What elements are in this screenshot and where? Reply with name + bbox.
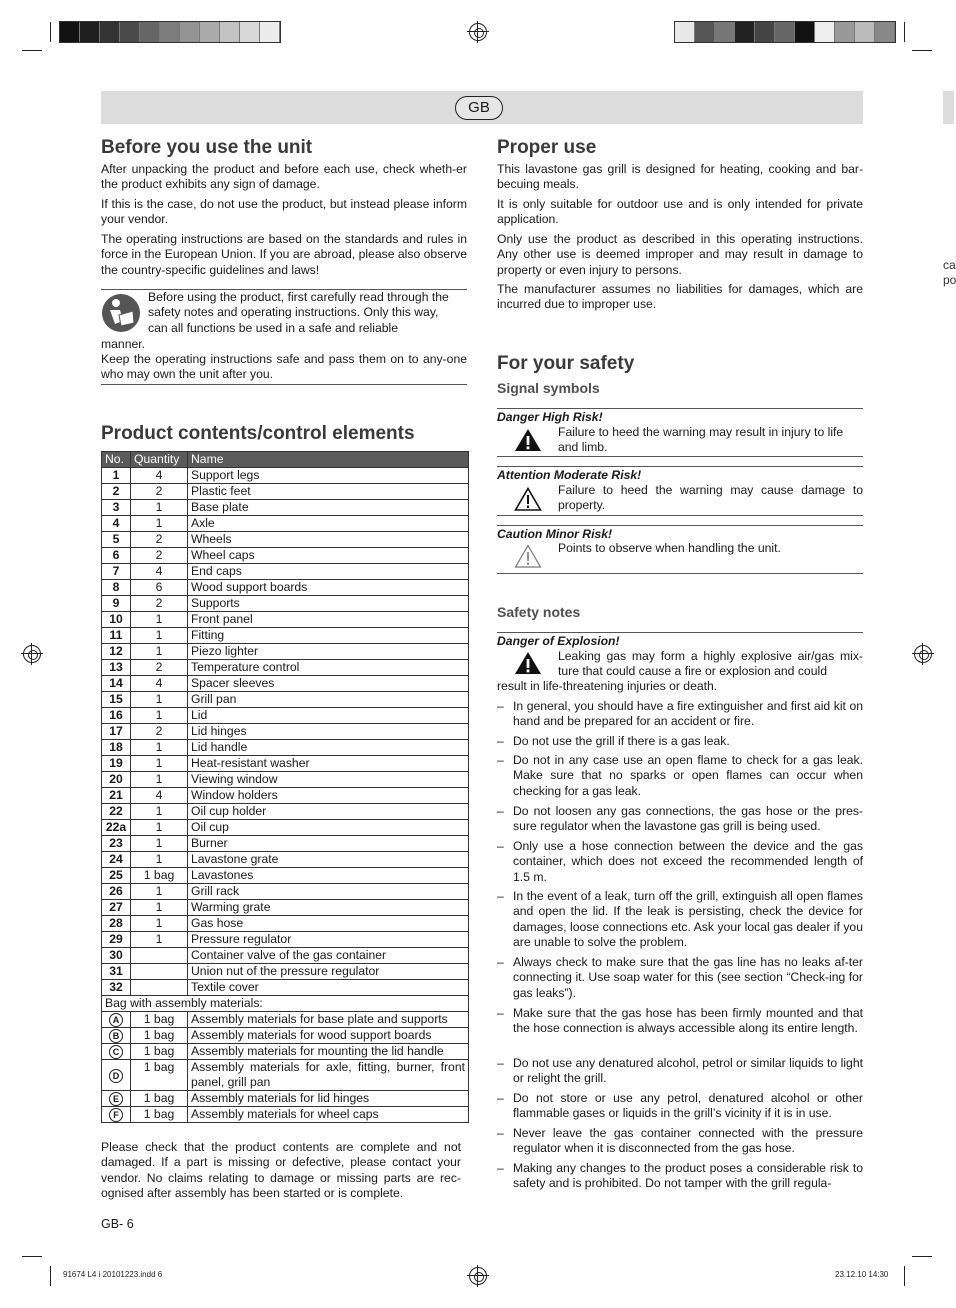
- row-quantity: 1 bag: [131, 1044, 188, 1060]
- list-item: [497, 804, 863, 835]
- row-quantity: 2: [131, 596, 188, 612]
- row-name: Oil cup: [188, 820, 469, 836]
- table-row: [102, 788, 469, 804]
- dash-marker: –: [497, 1006, 504, 1020]
- list-item-text: Only use a hose connection between the device and the gas container, which does not exceed the recommended length of 1.5 m.: [513, 839, 863, 884]
- table-row: [102, 996, 469, 1012]
- row-number: 14: [102, 676, 131, 692]
- row-name: Heat-resistant washer: [188, 756, 469, 772]
- circled-letter: A: [109, 1013, 123, 1027]
- row-quantity: [131, 980, 188, 996]
- row-name: Spacer sleeves: [188, 676, 469, 692]
- row-name: Plastic feet: [188, 484, 469, 500]
- read-manual-icon: [101, 293, 141, 333]
- list-item-text: Make sure that the gas hose has been firmly mounted and that the hose connection is always accessible along its entire length.: [513, 1006, 863, 1036]
- row-name: Pressure regulator: [188, 932, 469, 948]
- dash-marker: –: [497, 734, 504, 748]
- color-bar-right: [674, 21, 896, 43]
- page-number: GB- 6: [101, 1217, 134, 1231]
- list-item-text: Always check to make sure that the gas line has no leaks af-ter connecting it. Use soap water for this (see section “Check-ing for gas leaks”).: [513, 955, 863, 1000]
- bag-letter: [102, 1091, 131, 1107]
- row-quantity: 1 bag: [131, 1060, 188, 1091]
- row-number: 24: [102, 852, 131, 868]
- footer-file-info: 91674 L4 i 20101223.indd 6: [63, 1270, 163, 1279]
- danger-warning-icon: [514, 428, 542, 457]
- table-row: [102, 1107, 469, 1123]
- row-number: 1: [102, 468, 131, 484]
- footer-date-info: 23.12.10 14:30: [835, 1270, 889, 1279]
- column-header-name: Name: [188, 452, 469, 468]
- row-name: Support legs: [188, 468, 469, 484]
- row-name: Wheels: [188, 532, 469, 548]
- list-item-text: Never leave the gas container connected with the pressure regulator when it is disconnected from the gas hose.: [513, 1126, 863, 1156]
- caution-warning-icon: [514, 544, 542, 573]
- row-number: 20: [102, 772, 131, 788]
- table-row: [102, 1012, 469, 1028]
- row-quantity: 1 bag: [131, 868, 188, 884]
- table-row: [102, 708, 469, 724]
- row-quantity: [131, 964, 188, 980]
- list-item: [497, 1006, 863, 1037]
- row-quantity: 2: [131, 724, 188, 740]
- crop-mark: [50, 22, 51, 42]
- row-quantity: 4: [131, 788, 188, 804]
- row-number: 11: [102, 628, 131, 644]
- table-row: [102, 612, 469, 628]
- row-quantity: 1 bag: [131, 1107, 188, 1123]
- row-quantity: 1: [131, 692, 188, 708]
- dash-marker: –: [497, 1056, 504, 1070]
- row-quantity: 1: [131, 772, 188, 788]
- circled-letter: F: [109, 1108, 123, 1122]
- table-row: [102, 500, 469, 516]
- crop-mark: [22, 50, 42, 51]
- row-number: 25: [102, 868, 131, 884]
- row-number: 32: [102, 980, 131, 996]
- row-name: Warming grate: [188, 900, 469, 916]
- row-name: Viewing window: [188, 772, 469, 788]
- list-item: [497, 955, 863, 1001]
- table-row: [102, 532, 469, 548]
- table-row: [102, 692, 469, 708]
- bag-letter: [102, 1107, 131, 1123]
- table-row: [102, 964, 469, 980]
- row-number: 30: [102, 948, 131, 964]
- table-row: [102, 1044, 469, 1060]
- explosion-title: Danger of Explosion!: [497, 634, 620, 648]
- table-row: [102, 772, 469, 788]
- row-number: 19: [102, 756, 131, 772]
- row-quantity: 1 bag: [131, 1028, 188, 1044]
- list-item-text: Do not loosen any gas connections, the gas hose or the pres-sure regulator when the lavastone gas grill is being used.: [513, 804, 863, 834]
- row-name: Assembly materials for mounting the lid handle: [188, 1044, 469, 1060]
- row-name: Union nut of the pressure regulator: [188, 964, 469, 980]
- row-name: Base plate: [188, 500, 469, 516]
- row-quantity: 1: [131, 500, 188, 516]
- table-row: [102, 484, 469, 500]
- row-name: Lavastone grate: [188, 852, 469, 868]
- list-item-text: Do not use the grill if there is a gas leak.: [513, 734, 730, 748]
- row-name: Grill rack: [188, 884, 469, 900]
- row-name: End caps: [188, 564, 469, 580]
- note-text-tail: manner.: [101, 337, 146, 351]
- dash-marker: –: [497, 1091, 504, 1105]
- row-number: 5: [102, 532, 131, 548]
- row-quantity: 1: [131, 628, 188, 644]
- row-name: Assembly materials for wood support boards: [188, 1028, 469, 1044]
- row-quantity: 2: [131, 532, 188, 548]
- row-number: 31: [102, 964, 131, 980]
- list-item: [497, 1091, 863, 1122]
- table-row: [102, 932, 469, 948]
- dash-marker: –: [497, 889, 504, 903]
- before-use-paragraph: The operating instructions are based on the standards and rules in force in the European Union. If you are abroad, please also observe the country-specific guidelines and laws!: [101, 232, 467, 277]
- row-name: Assembly materials for axle, fitting, burner, front panel, grill pan: [188, 1060, 469, 1091]
- contents-check-paragraph: Please check that the product contents are complete and not damaged. If a part is missing or defective, please contact your vendor. No claims relating to damage or missing parts are rec-ognised after assembly has been started or is complete.: [101, 1140, 461, 1201]
- list-item: [497, 1161, 863, 1192]
- explosion-warning-icon: [514, 651, 542, 680]
- row-name: Window holders: [188, 788, 469, 804]
- dash-marker: –: [497, 1161, 504, 1175]
- circled-letter: B: [109, 1029, 123, 1043]
- row-name: Axle: [188, 516, 469, 532]
- proper-use-paragraph: The manufacturer assumes no liabilities for damages, which are incurred due to improper use.: [497, 282, 863, 312]
- contents-title: Product contents/control elements: [101, 423, 415, 444]
- danger-text: Failure to heed the warning may result in injury to life and limb.: [558, 425, 844, 455]
- proper-use-paragraph: This lavastone gas grill is designed for heating, cooking and bar-becuing meals.: [497, 162, 863, 192]
- note-paragraph: Keep the operating instructions safe and pass them on to any-one who may own the unit after you.: [101, 352, 467, 382]
- dash-marker: –: [497, 804, 504, 818]
- crop-mark: [50, 1266, 51, 1286]
- list-item: [497, 889, 863, 951]
- table-row: [102, 628, 469, 644]
- table-row: [102, 884, 469, 900]
- row-number: 13: [102, 660, 131, 676]
- row-quantity: 1: [131, 916, 188, 932]
- table-row: [102, 804, 469, 820]
- header-band-edge: [943, 91, 954, 124]
- row-number: 6: [102, 548, 131, 564]
- crop-mark: [22, 1256, 42, 1257]
- dash-marker: –: [497, 955, 504, 969]
- list-item-text: Do not store or use any petrol, denatured alcohol or other flammable gases or liquids in the grill’s vicinity if it is in use.: [513, 1091, 863, 1121]
- row-number: 2: [102, 484, 131, 500]
- row-quantity: 1: [131, 820, 188, 836]
- row-name: Temperature control: [188, 660, 469, 676]
- dash-marker: –: [497, 839, 504, 853]
- table-row: [102, 596, 469, 612]
- row-name: Piezo lighter: [188, 644, 469, 660]
- divider: [497, 632, 863, 633]
- list-item-text: Making any changes to the product poses a considerable risk to safety and is prohibited. Do not tamper with the grill regula-: [513, 1161, 863, 1191]
- bag-letter: [102, 1028, 131, 1044]
- row-name: Textile cover: [188, 980, 469, 996]
- before-use-paragraph: If this is the case, do not use the product, but instead please inform your vendor.: [101, 197, 467, 227]
- row-quantity: 4: [131, 468, 188, 484]
- row-quantity: 2: [131, 548, 188, 564]
- caution-title: Caution Minor Risk!: [497, 527, 613, 541]
- before-use-title: Before you use the unit: [101, 137, 313, 158]
- row-quantity: [131, 948, 188, 964]
- divider: [497, 515, 863, 516]
- row-name: Wood support boards: [188, 580, 469, 596]
- table-row: [102, 820, 469, 836]
- dash-marker: –: [497, 699, 504, 713]
- contents-table: [101, 451, 469, 1123]
- column-header-quantity: Quantity: [131, 452, 188, 468]
- table-row: [102, 1060, 469, 1091]
- row-quantity: 1: [131, 804, 188, 820]
- color-bar-left: [59, 21, 281, 43]
- row-name: Fitting: [188, 628, 469, 644]
- dash-marker: –: [497, 1126, 504, 1140]
- row-number: 28: [102, 916, 131, 932]
- column-header-no: No.: [102, 452, 131, 468]
- bag-label: Bag with assembly materials:: [102, 996, 469, 1012]
- bag-letter: [102, 1060, 131, 1091]
- divider: [497, 466, 863, 467]
- proper-use-paragraph: It is only suitable for outdoor use and is only intended for private application.: [497, 197, 863, 227]
- table-row: [102, 548, 469, 564]
- table-row: [102, 756, 469, 772]
- row-quantity: 1: [131, 644, 188, 660]
- row-quantity: 4: [131, 676, 188, 692]
- list-item-text: In general, you should have a fire extinguisher and first aid kit on hand and be prepared for an accident or fire.: [513, 699, 863, 729]
- table-row: [102, 1091, 469, 1107]
- table-row: [102, 468, 469, 484]
- divider: [497, 525, 863, 526]
- row-number: 29: [102, 932, 131, 948]
- table-row: [102, 868, 469, 884]
- table-row: [102, 900, 469, 916]
- row-name: Grill pan: [188, 692, 469, 708]
- row-name: Oil cup holder: [188, 804, 469, 820]
- row-name: Gas hose: [188, 916, 469, 932]
- divider: [497, 456, 863, 457]
- before-use-paragraph: After unpacking the product and before each use, check wheth-er the product exhibits any sign of damage.: [101, 162, 467, 192]
- next-page-fragment: ca: [943, 258, 956, 272]
- row-quantity: 1: [131, 612, 188, 628]
- caution-text: Points to observe when handling the unit.: [558, 541, 781, 555]
- circled-letter: E: [109, 1092, 123, 1106]
- row-quantity: 1: [131, 900, 188, 916]
- row-quantity: 1: [131, 884, 188, 900]
- table-row: [102, 980, 469, 996]
- danger-title: Danger High Risk!: [497, 410, 603, 424]
- row-quantity: 1 bag: [131, 1012, 188, 1028]
- divider: [497, 408, 863, 409]
- table-row: [102, 836, 469, 852]
- attention-warning-icon: [514, 487, 542, 516]
- row-quantity: 1: [131, 740, 188, 756]
- list-item-text: In the event of a leak, turn off the grill, extinguish all open flames and open the lid. If the leak is persisting, check the device for damages, loose connections etc. Ask your local gas dealer if you are unable to solve the problem.: [513, 889, 863, 950]
- row-number: 7: [102, 564, 131, 580]
- table-row: [102, 1028, 469, 1044]
- attention-text: Failure to heed the warning may cause damage to property.: [558, 483, 863, 513]
- registration-mark-icon: [469, 1267, 487, 1285]
- row-quantity: 1: [131, 708, 188, 724]
- row-name: Lid: [188, 708, 469, 724]
- language-badge: GB: [455, 96, 503, 120]
- explosion-text-tail: result in life-threatening injuries or death.: [497, 679, 718, 693]
- row-number: 21: [102, 788, 131, 804]
- attention-title: Attention Moderate Risk!: [497, 468, 642, 482]
- row-quantity: 1 bag: [131, 1091, 188, 1107]
- row-number: 22: [102, 804, 131, 820]
- registration-mark-icon: [23, 645, 41, 663]
- crop-mark: [912, 1256, 932, 1257]
- row-name: Wheel caps: [188, 548, 469, 564]
- row-name: Burner: [188, 836, 469, 852]
- row-number: 15: [102, 692, 131, 708]
- row-number: 12: [102, 644, 131, 660]
- list-item: [497, 1126, 863, 1157]
- table-row: [102, 948, 469, 964]
- table-row: [102, 852, 469, 868]
- row-name: Lavastones: [188, 868, 469, 884]
- list-item: [497, 839, 863, 885]
- proper-use-paragraph: Only use the product as described in this operating instructions. Any other use is deemed improper and may result in damage to property or even injury to persons.: [497, 232, 863, 277]
- table-row: [102, 644, 469, 660]
- row-number: 16: [102, 708, 131, 724]
- list-item-text: Do not use any denatured alcohol, petrol or similar liquids to light or relight the grill.: [513, 1056, 863, 1086]
- table-row: [102, 676, 469, 692]
- row-name: Front panel: [188, 612, 469, 628]
- proper-use-title: Proper use: [497, 137, 597, 158]
- table-row: [102, 724, 469, 740]
- row-number: 27: [102, 900, 131, 916]
- circled-letter: D: [109, 1069, 123, 1083]
- crop-mark: [904, 22, 905, 42]
- row-quantity: 2: [131, 660, 188, 676]
- row-quantity: 1: [131, 852, 188, 868]
- row-name: Assembly materials for wheel caps: [188, 1107, 469, 1123]
- row-number: 3: [102, 500, 131, 516]
- list-item: [497, 753, 863, 799]
- row-number: 8: [102, 580, 131, 596]
- row-name: Lid hinges: [188, 724, 469, 740]
- row-number: 22a: [102, 820, 131, 836]
- row-quantity: 1: [131, 756, 188, 772]
- table-row: [102, 660, 469, 676]
- row-name: Container valve of the gas container: [188, 948, 469, 964]
- table-row: [102, 580, 469, 596]
- bag-letter: [102, 1012, 131, 1028]
- list-item-text: Do not in any case use an open flame to check for a gas leak. Make sure that no sparks or open flames can occur when checking for a gas leak.: [513, 753, 863, 798]
- row-number: 17: [102, 724, 131, 740]
- explosion-text: Leaking gas may form a highly explosive air/gas mix-ture that could cause a fire or explosion and could: [558, 649, 863, 679]
- row-quantity: 1: [131, 516, 188, 532]
- table-row: [102, 916, 469, 932]
- row-number: 9: [102, 596, 131, 612]
- row-number: 23: [102, 836, 131, 852]
- row-name: Lid handle: [188, 740, 469, 756]
- row-quantity: 4: [131, 564, 188, 580]
- circled-letter: C: [109, 1045, 123, 1059]
- row-quantity: 6: [131, 580, 188, 596]
- list-item: [497, 1056, 863, 1087]
- row-number: 10: [102, 612, 131, 628]
- row-number: 4: [102, 516, 131, 532]
- crop-mark: [904, 1266, 905, 1286]
- registration-mark-icon: [914, 645, 932, 663]
- list-item: [497, 699, 863, 730]
- divider: [497, 573, 863, 574]
- row-name: Supports: [188, 596, 469, 612]
- row-number: 26: [102, 884, 131, 900]
- row-number: 18: [102, 740, 131, 756]
- safety-title: For your safety: [497, 353, 635, 374]
- row-quantity: 2: [131, 484, 188, 500]
- row-quantity: 1: [131, 932, 188, 948]
- row-name: Assembly materials for lid hinges: [188, 1091, 469, 1107]
- bag-letter: [102, 1044, 131, 1060]
- table-row: [102, 740, 469, 756]
- note-text: Before using the product, first carefully read through the safety notes and operating instructions. Only this way, can all functions be used in a safe and reliable: [148, 290, 449, 335]
- signal-symbols-title: Signal symbols: [497, 380, 600, 396]
- table-row: [102, 516, 469, 532]
- divider: [101, 384, 467, 385]
- registration-mark-icon: [469, 23, 487, 41]
- table-header-row: [102, 452, 469, 468]
- row-name: Assembly materials for base plate and supports: [188, 1012, 469, 1028]
- safety-notes-title: Safety notes: [497, 604, 581, 620]
- row-quantity: 1: [131, 836, 188, 852]
- crop-mark: [912, 50, 932, 51]
- dash-marker: –: [497, 753, 504, 767]
- next-page-fragment: po: [943, 273, 956, 287]
- table-row: [102, 564, 469, 580]
- list-item: [497, 734, 863, 749]
